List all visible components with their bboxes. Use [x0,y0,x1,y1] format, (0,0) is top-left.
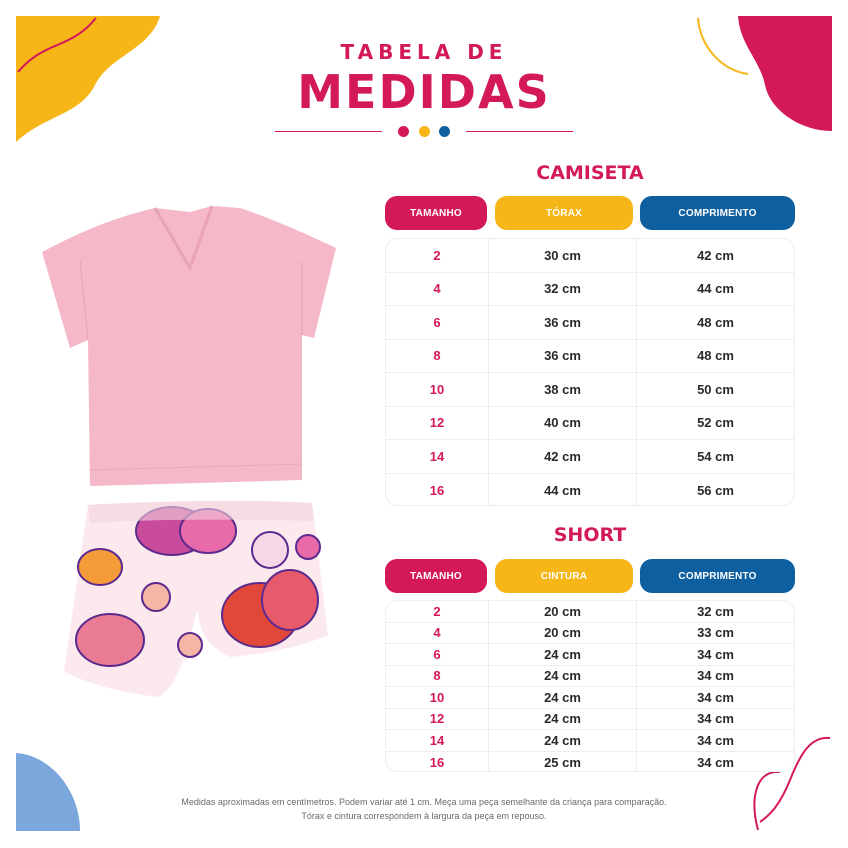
table-row [386,373,794,407]
cintura-cell: 24 cm [489,709,637,730]
table-row [386,239,794,273]
size-cell: 2 [386,239,489,272]
table-row [386,752,794,773]
pink-dot [398,126,409,137]
camiseta-header-tamanho: TAMANHO [385,196,487,230]
torax-cell: 38 cm [489,373,637,406]
size-cell: 16 [386,752,489,773]
table-row [386,306,794,340]
comprimento-cell: 52 cm [697,415,734,431]
comprimento-cell: 44 cm [697,281,734,297]
cintura-cell: 25 cm [489,752,637,773]
comprimento-cell: 34 cm [697,732,734,748]
size-cell: 4 [386,623,489,644]
table-row [386,273,794,307]
table-row [386,601,794,623]
blue-dot [439,126,450,137]
table-row [386,644,794,666]
footer-note [0,795,848,823]
size-cell: 10 [386,373,489,406]
size-cell: 12 [386,709,489,730]
torax-cell: 36 cm [489,340,637,373]
size-cell: 8 [386,666,489,687]
comprimento-cell: 34 cm [697,711,734,727]
torax-cell: 40 cm [489,407,637,440]
comprimento-cell: 54 cm [697,448,734,464]
shorts-image [60,495,340,715]
short-title: SHORT [553,524,627,546]
torax-cell: 42 cm [489,440,637,473]
comprimento-cell: 34 cm [697,754,734,770]
cintura-cell: 24 cm [489,730,637,751]
comprimento-cell: 50 cm [697,381,734,397]
table-row [386,730,794,752]
torax-cell: 30 cm [489,239,637,272]
title-top: TABELA DE [340,40,508,64]
table-row [386,440,794,474]
comprimento-cell: 48 cm [697,314,734,330]
short-header-comprimento: COMPRIMENTO [640,559,795,593]
table-row [386,666,794,688]
size-cell: 4 [386,273,489,306]
camiseta-header-comprimento: COMPRIMENTO [640,196,795,230]
page-title: MEDIDAS [297,65,551,119]
footer-line-2: Tórax e cintura correspondem à largura da peça em repouso. [301,811,547,821]
torax-cell: 32 cm [489,273,637,306]
short-header-tamanho: TAMANHO [385,559,487,593]
cintura-cell: 20 cm [489,601,637,622]
size-cell: 8 [386,340,489,373]
torax-cell: 36 cm [489,306,637,339]
size-cell: 12 [386,407,489,440]
table-row [386,474,794,507]
title-rule-left [275,131,382,132]
short-header-cintura: CINTURA [495,559,633,593]
size-cell: 14 [386,730,489,751]
comprimento-cell: 34 cm [697,646,734,662]
torax-cell: 44 cm [489,474,637,507]
size-cell: 2 [386,601,489,622]
table-row [386,340,794,374]
short-table [385,600,795,772]
tshirt-image [40,200,340,492]
camiseta-table [385,238,795,506]
size-cell: 6 [386,644,489,665]
comprimento-cell: 34 cm [697,668,734,684]
cintura-cell: 20 cm [489,623,637,644]
yellow-dot [419,126,430,137]
table-row [386,687,794,709]
size-cell: 14 [386,440,489,473]
size-cell: 10 [386,687,489,708]
size-cell: 16 [386,474,489,507]
title-block [0,40,848,118]
cintura-cell: 24 cm [489,687,637,708]
table-row [386,623,794,645]
camiseta-title: CAMISETA [536,162,644,184]
comprimento-cell: 33 cm [697,625,734,641]
comprimento-cell: 42 cm [697,247,734,263]
table-row [386,407,794,441]
footer-line-1: Medidas aproximadas em centímetros. Podem variar até 1 cm. Meça uma peça semelhante da criança para comparação. [181,797,667,807]
title-rule-right [466,131,573,132]
comprimento-cell: 32 cm [697,603,734,619]
cintura-cell: 24 cm [489,644,637,665]
size-cell: 6 [386,306,489,339]
comprimento-cell: 48 cm [697,348,734,364]
camiseta-header-torax: TÓRAX [495,196,633,230]
comprimento-cell: 34 cm [697,689,734,705]
table-row [386,709,794,731]
cintura-cell: 24 cm [489,666,637,687]
comprimento-cell: 56 cm [697,482,734,498]
